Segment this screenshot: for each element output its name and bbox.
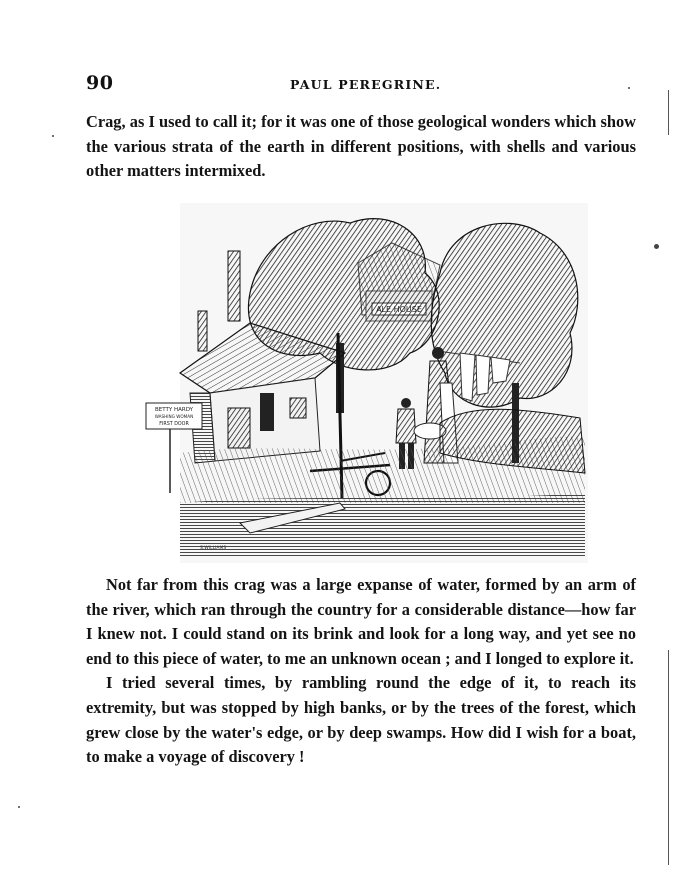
betty-sign-line2: WASHING WOMAN [154,414,194,419]
betty-sign-line1: BETTY HARDY [155,407,193,413]
intro-text [86,110,636,184]
body-text [86,573,636,770]
page-edge-rule [668,650,669,865]
ink-speck [52,135,54,137]
intro-paragraph: Crag, as I used to call it; for it was one of those geological wonders which show the various strata of the earth in different positions, with shells and various other matters intermixed. [86,112,636,181]
betty-sign-line3: FIRST DOOR [159,422,189,427]
ink-speck [654,244,659,249]
running-head: PAUL PEREGRINE. [290,77,442,92]
engraver-signature: S.WILLIAMS [200,546,227,551]
page-number: 90 [86,72,114,94]
ink-speck [18,806,20,808]
paragraph: Not far from this crag was a large expanse of water, formed by an arm of the river, which ran through the country for a considerable distance—how far I knew not. I could stand on its brink and look for a long way, and yet see no end to this piece of water, to me an unknown ocean ; and I longed to explore it. [86,575,636,668]
engraving-illustration [140,203,588,565]
ink-speck [628,87,630,89]
page-edge-rule [668,90,669,135]
paragraph: I tried several times, by rambling round the edge of it, to reach its extremity, but was stopped by high banks, or by the trees of the forest, which grew close by the water's edge, or by deep swamps. How did I wish for a boat, to make a voyage of discovery ! [86,673,636,767]
